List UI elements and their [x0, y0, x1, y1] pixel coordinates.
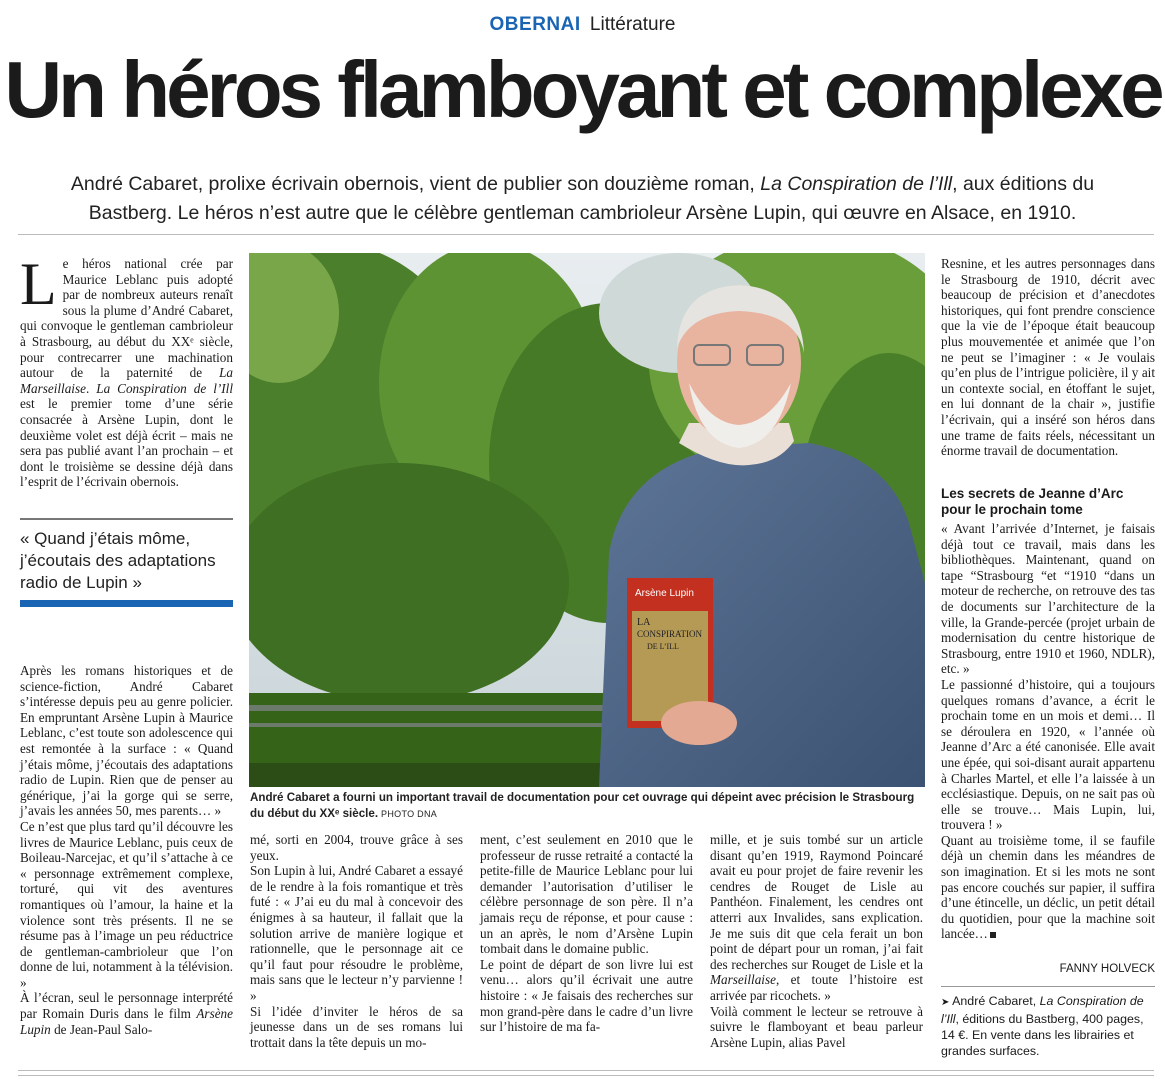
paragraph: [20, 990, 233, 1037]
arrow-icon: ➤: [941, 997, 950, 1008]
paragraph: mé, sorti en 2004, trouve grâce à ses yeux.: [250, 832, 463, 863]
standfirst-text: Bastberg. Le héros n’est autre que le célèbre gentleman cambrioleur Arsène Lupin, qui œuvre en Alsace, en 1910.: [88, 202, 1077, 224]
paragraph: Resnine, et les autres personnages dans le Strasbourg de 1910, décrit avec beaucoup de précision et d’anecdotes historiques, qui font prendre conscience que la vie de l’époque était beaucoup plus mouvementée et animée que l’on ne peut se l’imaginer : « Je voulais qu’en plus de l’intrigue policière, il y ait un contexte social, en étoffant le sujet, en lui donnant de la chair », justifie l’écrivain, qui a inséré son héros dans une trame de faits réels, nécessitant un énorme travail de documentation.: [941, 256, 1155, 459]
paragraph: [941, 833, 1155, 942]
book-info: [941, 993, 1155, 1059]
intro-paragraph: [20, 251, 233, 490]
column-2: [250, 832, 463, 1050]
book-title-1: LA: [637, 617, 651, 628]
paragraph-text: À l’écran, seul le personnage interprété par Romain Duris dans le film: [20, 990, 233, 1022]
photo-caption: [250, 790, 920, 822]
column-1: [20, 663, 233, 1037]
pull-quote-bar: [20, 600, 233, 607]
subheading: Les secrets de Jeanne d’Arc pour le prochain tome: [941, 486, 1124, 517]
pull-quote-text: « Quand j’étais môme, j’écoutais des adaptations radio de Lupin »: [20, 529, 216, 592]
column-4: [710, 832, 923, 1050]
headline: Un héros flamboyant et complexe: [4, 45, 1161, 134]
info-book-title: La Conspiration de l’Ill: [941, 994, 1144, 1026]
intro-text: .: [85, 380, 97, 396]
paragraph-text: de Jean-Paul Salo-: [50, 1021, 153, 1037]
intro-text: e héros national crée par Maurice Leblanc puis adopté par de nombreux auteurs renaît sous la plume d’André Cabaret, qui convoque le gentleman cambrioleur à Strasbourg, au début du XXᵉ siècle, pour contrecarrer une machination autour de la paternité de: [20, 256, 233, 381]
kicker: [0, 14, 1165, 36]
book-title-3: DE L’ILL: [647, 642, 679, 651]
bottom-rule: [18, 1070, 1154, 1071]
standfirst-text: , aux éditions du: [952, 173, 1095, 195]
paragraph-text: mille, et je suis tombé sur un article disant qu’en 1919, Raymond Poincaré avait eu pour projet de faire revenir les cendres de Rouget de Lisle au Panthéon. Finalement, les cendres ont atterri aux Invalides, sans explication. Je me suis dit que cela ferait un bon point de départ pour un roman, j’ai fait des recherches sur Rouget de Lisle et la: [710, 832, 923, 972]
paragraph: [710, 832, 923, 1004]
kicker-rubric: Littérature: [589, 14, 676, 35]
intro-text: est le premier tome d’une série consacrée à Arsène Lupin, dont le deuxième volet est déjà écrit – mais ne sera pas publié avant l’an prochain – et dont le troisième se dessine déjà dans l’esprit de l’écrivain obernois.: [20, 396, 233, 490]
intro-italic: La Marseillaise: [20, 365, 233, 396]
paragraph: Le point de départ de son livre lui est venu… alors qu’il écrivait une autre histoire : « Je faisais des recherches sur mon grand-père dans le cadre d’un livre sur l’histoire de ma fa-: [480, 956, 693, 1035]
standfirst: [40, 170, 1125, 228]
standfirst-text: André Cabaret, prolixe écrivain obernois, vient de publier son douzième roman,: [70, 173, 761, 195]
paragraph-text: , et toute l’histoire est arrivée par ricochets. »: [710, 972, 923, 1003]
paragraph: Voilà comment le lecteur se retrouve à suivre le flamboyant et beau parleur Arsène Lupin, alias Pavel: [710, 1003, 923, 1050]
paragraph: Ce n’est que plus tard qu’il découvre les livres de Maurice Leblanc, puis ceux de Boileau-Narcejac, et qu’il s’attache à ce « personnage extrêmement complexe, torturé, qui vit des aventures romantiques où l’amour, la haine et la violence sont très présents. Il ne se résume pas à l’image un peu réductrice de gentleman-cambrioleur que l’on donne de lui, notamment à la télévision. »: [20, 818, 233, 990]
paragraph: Après les romans historiques et de science-fiction, André Cabaret s’intéresse depuis peu au genre policier. En empruntant Arsène Lupin à Maurice Leblanc, c’est toute son adolescence qui est remontée à la surface : « Quand j’étais môme, j’écoutais des adaptations radio de Lupin. Rien que de penser au générique, j’ai la gorge qui se serre, j’avais les années 50, mes parents… »: [20, 663, 233, 819]
paragraph-text: Quant au troisième tome, il se faufile déjà un chemin dans les méandres de son imagination. Et si les mots ne sont pas encore couchés sur papier, il suffira d’une étincelle, un déclic, un petit détail du quotidien, pour que la machine soit lancée…: [941, 832, 1155, 942]
paragraph: ment, c’est seulement en 2010 que le professeur de russe retraité a contacté la petite-fille de Maurice Leblanc pour lui demander l’autorisation d’utiliser le célèbre personnage de son père. Il n’a jamais reçu de réponse, et pour cause : un an après, le nom d’Arsène Lupin tombait dans le domaine public.: [480, 832, 693, 957]
author-signature: FANNY HOLVECK: [1059, 963, 1155, 975]
kicker-city: OBERNAI: [489, 14, 581, 35]
bottom-rule: [18, 1075, 1154, 1076]
info-text: André Cabaret,: [952, 994, 1040, 1008]
caption-text: André Cabaret a fourni un important travail de documentation pour cet ouvrage qui dépeint avec précision le Strasbourg du début du XXᵉ siècle.: [250, 791, 915, 820]
column-5-bottom: [941, 521, 1155, 942]
book-series: Arsène Lupin: [635, 588, 694, 599]
drop-cap: L: [20, 251, 57, 317]
paragraph: Le passionné d’histoire, qui a toujours quelques romans d’avance, a écrit le prochain tome en un mois et demi… Il se déroulera en 1920, « l’année où Jeanne d’Arc a été canonisée. Elle avait une épée, qui soi-disant aurait appartenu à Charles Martel, et elle l’a laissée à un ecclésiastique. Depuis, on ne sait pas où elle se trouve… Mais Lupin, lui, trouvera ! »: [941, 676, 1155, 833]
end-mark-icon: [990, 932, 996, 938]
pull-quote: [20, 518, 233, 607]
paragraph: Son Lupin à lui, André Cabaret a essayé de le rendre à la fois romantique et très futé : « J’ai eu du mal à concevoir des énigmes à sa hauteur, il fallait que la solution arrive de manière logique et rationnelle, que le personnage ait ce qu’il faut pour résoudre le problème, mais sans que le lecteur n’y parvienne ! »: [250, 863, 463, 1003]
article-photo: [249, 253, 925, 787]
photo-credit: PHOTO DNA: [381, 809, 438, 819]
column-5-top: [941, 256, 1155, 459]
paragraph: Si l’idée d’inviter le héros de sa jeunesse dans un de ses romans lui trottait dans la tête depuis un mo-: [250, 1003, 463, 1050]
top-rule: [18, 234, 1154, 235]
book-title-2: CONSPIRATION: [637, 629, 703, 639]
film-title: Arsène Lupin: [20, 1006, 233, 1037]
paragraph: « Avant l’arrivée d’Internet, je faisais déjà tout ce travail, mais dans les bibliothèques. Maintenant, quand on tape “Strasbourg “et “1910 “dans un moteur de recherche, on retrouve des tas de documents sur l’architecture de la ville, la Grande-percée (projet urbain de modernisation du centre historique de Strasbourg, entre 1910 et 1960, NDLR), etc. »: [941, 521, 1155, 677]
italic-title: Marseillaise: [710, 972, 776, 988]
column-3: [480, 832, 693, 1035]
photo-illustration: [249, 253, 925, 787]
info-text: , éditions du Bastberg, 400 pages, 14 €. En vente dans les librairies et grandes surfaces.: [941, 1012, 1144, 1058]
standfirst-book-title: La Conspiration de l’Ill: [760, 173, 953, 195]
intro-italic: La Conspiration de l’Ill: [96, 380, 233, 396]
signature-rule: [941, 986, 1155, 987]
